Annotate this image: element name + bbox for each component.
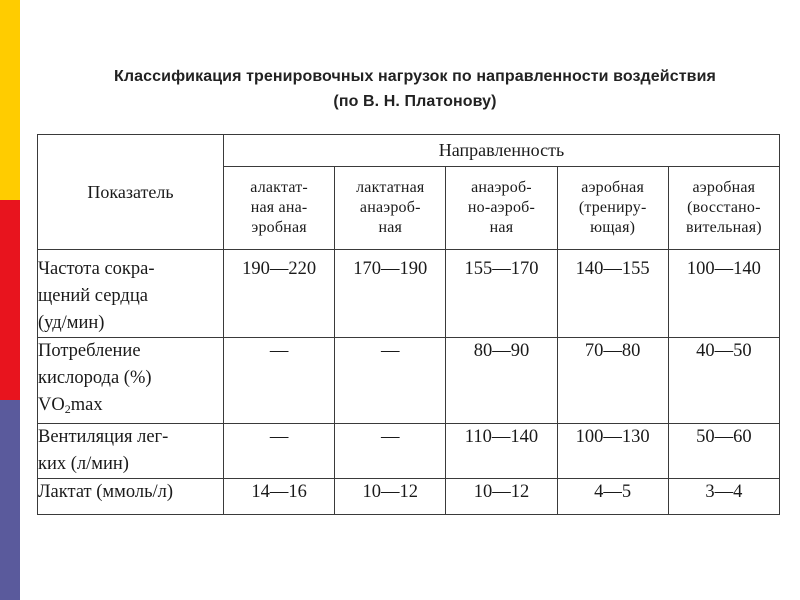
header-direction-anaerobic-aerobic: анаэроб- но-аэроб- ная — [446, 167, 557, 250]
header-direction-lactate: лактатная анаэроб- ная — [335, 167, 446, 250]
header-direction: Направленность — [224, 135, 780, 167]
row-label-oxygen — [38, 338, 224, 424]
table-row-ventilation — [38, 424, 780, 479]
side-bar-yellow — [0, 0, 20, 200]
table-cell: — — [335, 338, 446, 424]
side-bar-blue — [0, 400, 20, 600]
table-cell: 100—140 — [668, 250, 779, 338]
side-bar-red — [0, 200, 20, 400]
table-cell: 100—130 — [557, 424, 668, 479]
table-cell: 110—140 — [446, 424, 557, 479]
table-cell: 4—5 — [557, 479, 668, 515]
table-cell: 14—16 — [224, 479, 335, 515]
row-label-oxygen-subscript: 2 — [64, 402, 71, 416]
page-title — [30, 64, 800, 114]
table-cell: 155—170 — [446, 250, 557, 338]
table-row-heart-rate — [38, 250, 780, 338]
table-cell: 70—80 — [557, 338, 668, 424]
row-label-oxygen-tail: max — [70, 395, 103, 415]
row-label-lactate: Лактат (ммоль/л) — [38, 479, 224, 515]
table-cell: — — [224, 338, 335, 424]
table-cell: 140—155 — [557, 250, 668, 338]
table-cell: 40—50 — [668, 338, 779, 424]
table-cell: 10—12 — [335, 479, 446, 515]
header-direction-alactate: алактат- ная ана- эробная — [224, 167, 335, 250]
row-label-oxygen-main: Потребление кислорода (%) VO — [38, 341, 152, 415]
table-cell: 3—4 — [668, 479, 779, 515]
table-cell: 170—190 — [335, 250, 446, 338]
title-line-2: (по В. Н. Платонову) — [333, 93, 497, 110]
row-label-heart-rate: Частота сокра- щений сердца (уд/мин) — [38, 250, 224, 338]
table-cell: — — [335, 424, 446, 479]
row-label-ventilation: Вентиляция лег- ких (л/мин) — [38, 424, 224, 479]
title-line-1: Классификация тренировочных нагрузок по направленности воздействия — [114, 68, 716, 85]
table-row-lactate — [38, 479, 780, 515]
table-cell: 190—220 — [224, 250, 335, 338]
table-row-oxygen — [38, 338, 780, 424]
table-cell: — — [224, 424, 335, 479]
table-cell: 80—90 — [446, 338, 557, 424]
header-indicator: Показатель — [38, 135, 224, 250]
table-cell: 50—60 — [668, 424, 779, 479]
table-cell: 10—12 — [446, 479, 557, 515]
header-direction-aerobic-recovery: аэробная (восстано- вительная) — [668, 167, 779, 250]
header-direction-aerobic-training: аэробная (трениру- ющая) — [557, 167, 668, 250]
classification-table — [37, 134, 780, 515]
